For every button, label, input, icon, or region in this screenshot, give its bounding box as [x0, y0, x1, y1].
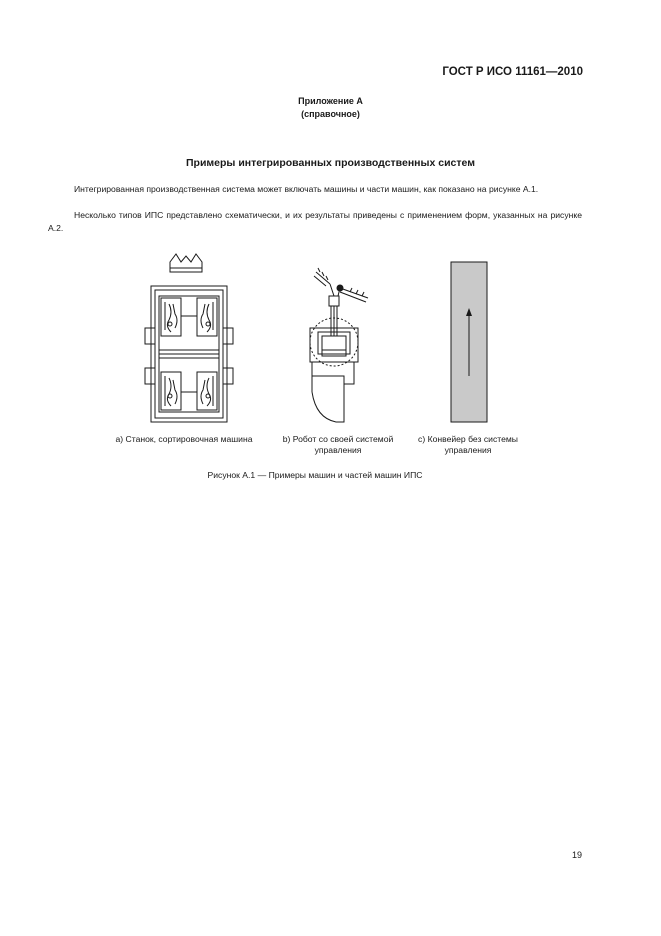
- annex-heading: [0, 95, 661, 121]
- figure-c-label: с) Конвейер без системы управления: [418, 434, 518, 455]
- paragraph-2: [48, 209, 582, 234]
- figure-b-robot-drawing: [296, 250, 376, 430]
- figure-caption: Рисунок А.1 — Примеры машин и частей машин ИПС: [207, 470, 423, 480]
- figure-a-machine-drawing: [139, 250, 239, 430]
- section-title: Примеры интегрированных производственных систем: [186, 157, 475, 169]
- paragraph-2-text: Несколько типов ИПС представлено схематически, и их результаты приведены с применением форм, указанных на рисунке А.2.: [48, 210, 582, 233]
- standard-header: ГОСТ Р ИСО 11161—2010: [442, 66, 583, 78]
- page-number: 19: [571, 850, 582, 860]
- figure-a-label: а) Станок, сортировочная машина: [115, 434, 253, 444]
- paragraph-1-text: Интегрированная производственная система может включать машины и части машин, как показано на рисунке А.1.: [74, 184, 539, 194]
- figure-b-label: b) Робот со своей системой управления: [282, 434, 394, 455]
- figure-c-conveyor-drawing: [449, 250, 489, 430]
- annex-status: (справочное): [301, 109, 360, 119]
- paragraph-1: [48, 183, 582, 196]
- annex-title: Приложение А: [298, 96, 363, 106]
